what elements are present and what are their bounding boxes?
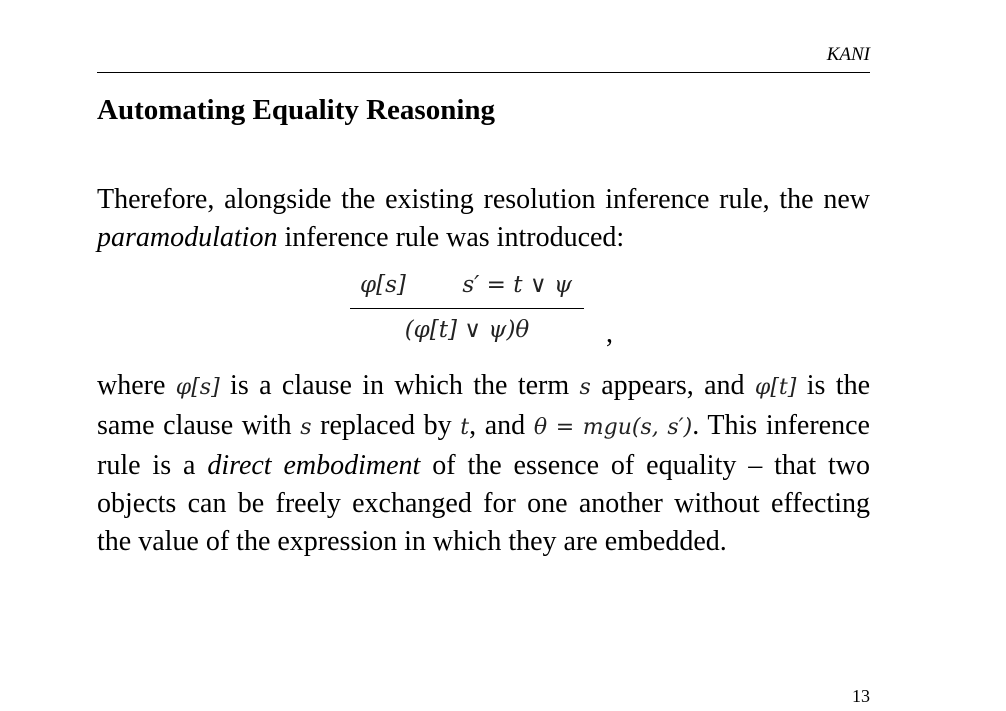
math-s: s [300, 415, 312, 440]
premise-left: φ[s] [360, 272, 406, 298]
explanation-text: is a clause in which the term [219, 370, 580, 401]
inference-rule [350, 272, 584, 343]
explanation-paragraph [97, 367, 870, 561]
explanation-text: is the same clause with [97, 370, 870, 441]
explanation-text: . This inference rule is a [97, 410, 870, 481]
intro-emphasis: paramodulation [97, 222, 278, 253]
rule-divider [350, 308, 584, 309]
math-phi-s: φ[s] [175, 375, 220, 400]
slide-title: Automating Equality Reasoning [97, 94, 496, 126]
page-number: 13 [852, 686, 870, 706]
explanation-text: where [97, 370, 176, 401]
intro-paragraph [97, 181, 870, 257]
explanation-text: , and [469, 410, 534, 441]
slide-header [97, 44, 870, 73]
math-t: t [460, 415, 470, 440]
math-phi-t: φ[t] [754, 375, 797, 400]
math-s: s [579, 375, 591, 400]
intro-text-2: inference rule was introduced: [277, 222, 625, 253]
explanation-emphasis: direct embodiment [207, 450, 421, 481]
header-label: KANI [826, 44, 870, 65]
rule-premises [350, 272, 584, 304]
premise-right: s′ = t ∨ ψ [462, 272, 572, 298]
rule-conclusion: (φ[t] ∨ ψ)θ [404, 317, 530, 343]
intro-text-1: Therefore, alongside the existing resolution inference rule, the new [97, 184, 870, 215]
math-theta-mgu: θ = mgu(s, s′) [533, 415, 693, 440]
explanation-text: replaced by [311, 410, 461, 441]
explanation-text: appears, and [590, 370, 755, 401]
explanation-text: of the essence of equality – that two objects can be freely exchanged for one another without effecting the value of the expression in which they are embedded. [97, 450, 870, 557]
rule-comma: , [606, 318, 613, 349]
